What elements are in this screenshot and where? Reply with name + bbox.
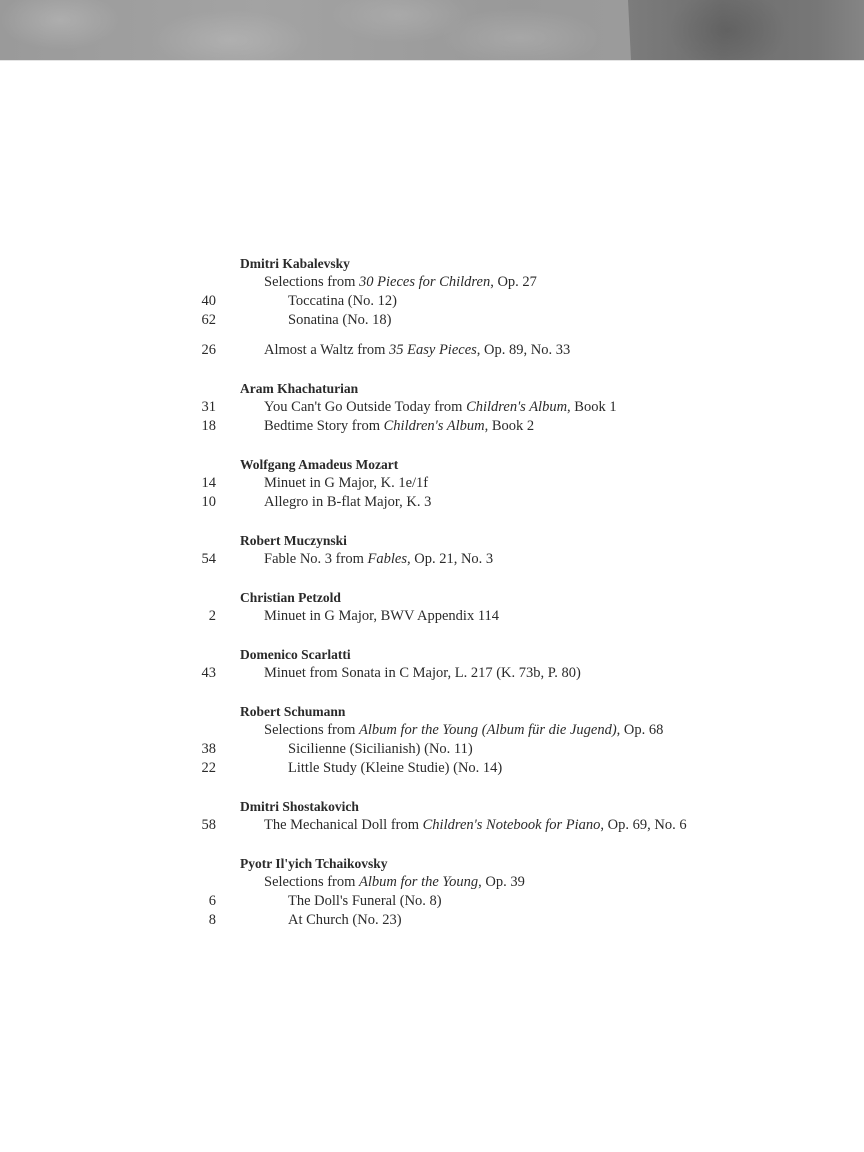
page-number: 40 [201, 293, 216, 309]
piece-title: Toccatina (No. 12) [288, 293, 397, 309]
collection-title: Selections from 30 Pieces for Children, Op. 27 [264, 274, 537, 290]
piece-title: Almost a Waltz from 35 Easy Pieces, Op. 89, No. 33 [264, 342, 571, 358]
piece-title: Bedtime Story from Children's Album, Book 2 [264, 418, 535, 434]
page-number: 6 [208, 893, 216, 909]
composer-name: Dmitri Shostakovich [240, 799, 359, 814]
page-number: 62 [201, 312, 216, 328]
toc-entry [0, 759, 864, 778]
piece-title: Minuet in G Major, K. 1e/1f [264, 475, 429, 491]
page-number: 58 [201, 817, 216, 833]
page-number: 2 [208, 608, 216, 624]
composer-heading [0, 531, 864, 550]
composer-heading [0, 702, 864, 721]
piece-title: Minuet in G Major, BWV Appendix 114 [264, 608, 500, 624]
composer-name: Domenico Scarlatti [240, 647, 351, 662]
toc-entry [0, 341, 864, 360]
composer-heading [0, 254, 864, 273]
composer-heading [0, 797, 864, 816]
toc-entry [0, 911, 864, 930]
composer-name: Robert Schumann [240, 704, 346, 719]
piece-title: Minuet from Sonata in C Major, L. 217 (K. 73b, P. 80) [264, 665, 581, 681]
toc-entry [0, 550, 864, 569]
piece-title: The Doll's Funeral (No. 8) [288, 893, 442, 909]
composer-name: Aram Khachaturian [240, 381, 359, 396]
toc-entry [0, 417, 864, 436]
toc-entry [0, 493, 864, 512]
page-number: 18 [201, 418, 216, 434]
collection-heading [0, 721, 864, 740]
toc-entry [0, 607, 864, 626]
composer-heading [0, 645, 864, 664]
collection-heading [0, 273, 864, 292]
toc-entry [0, 474, 864, 493]
page-number: 31 [201, 399, 216, 415]
page-number: 14 [201, 475, 216, 491]
collection-heading [0, 873, 864, 892]
page-number: 22 [201, 760, 216, 776]
page-number: 54 [201, 551, 216, 567]
piece-title: Sicilienne (Sicilianish) (No. 11) [288, 741, 473, 757]
header-divider [0, 60, 864, 61]
toc-entry [0, 398, 864, 417]
piece-title: The Mechanical Doll from Children's Notebook for Piano, Op. 69, No. 6 [264, 817, 687, 833]
toc-entry [0, 740, 864, 759]
composer-heading [0, 379, 864, 398]
piece-title: Little Study (Kleine Studie) (No. 14) [288, 760, 503, 776]
toc-entry [0, 664, 864, 683]
toc-entry [0, 292, 864, 311]
page-number: 26 [201, 342, 216, 358]
toc-entry [0, 816, 864, 835]
piece-title: Sonatina (No. 18) [288, 312, 392, 328]
composer-name: Robert Muczynski [240, 533, 347, 548]
page-number: 8 [208, 912, 216, 928]
header-banner-dark-panel [628, 0, 864, 60]
composer-name: Pyotr Il'yich Tchaikovsky [240, 856, 388, 871]
piece-title: Allegro in B-flat Major, K. 3 [264, 494, 432, 510]
piece-title: You Can't Go Outside Today from Children's Album, Book 1 [264, 399, 617, 415]
piece-title: Fable No. 3 from Fables, Op. 21, No. 3 [264, 551, 494, 567]
composer-heading [0, 455, 864, 474]
collection-title: Selections from Album for the Young, Op. 39 [264, 874, 525, 890]
page-number: 10 [201, 494, 216, 510]
composer-name: Wolfgang Amadeus Mozart [240, 457, 399, 472]
collection-title: Selections from Album for the Young (Album für die Jugend), Op. 68 [264, 722, 664, 738]
composer-name: Dmitri Kabalevsky [240, 256, 350, 271]
piece-title: At Church (No. 23) [288, 912, 402, 928]
page-number: 43 [201, 665, 216, 681]
composer-heading [0, 854, 864, 873]
composer-heading [0, 588, 864, 607]
toc-entry [0, 892, 864, 911]
toc-entry [0, 311, 864, 330]
composer-name: Christian Petzold [240, 590, 341, 605]
page-number: 38 [201, 741, 216, 757]
